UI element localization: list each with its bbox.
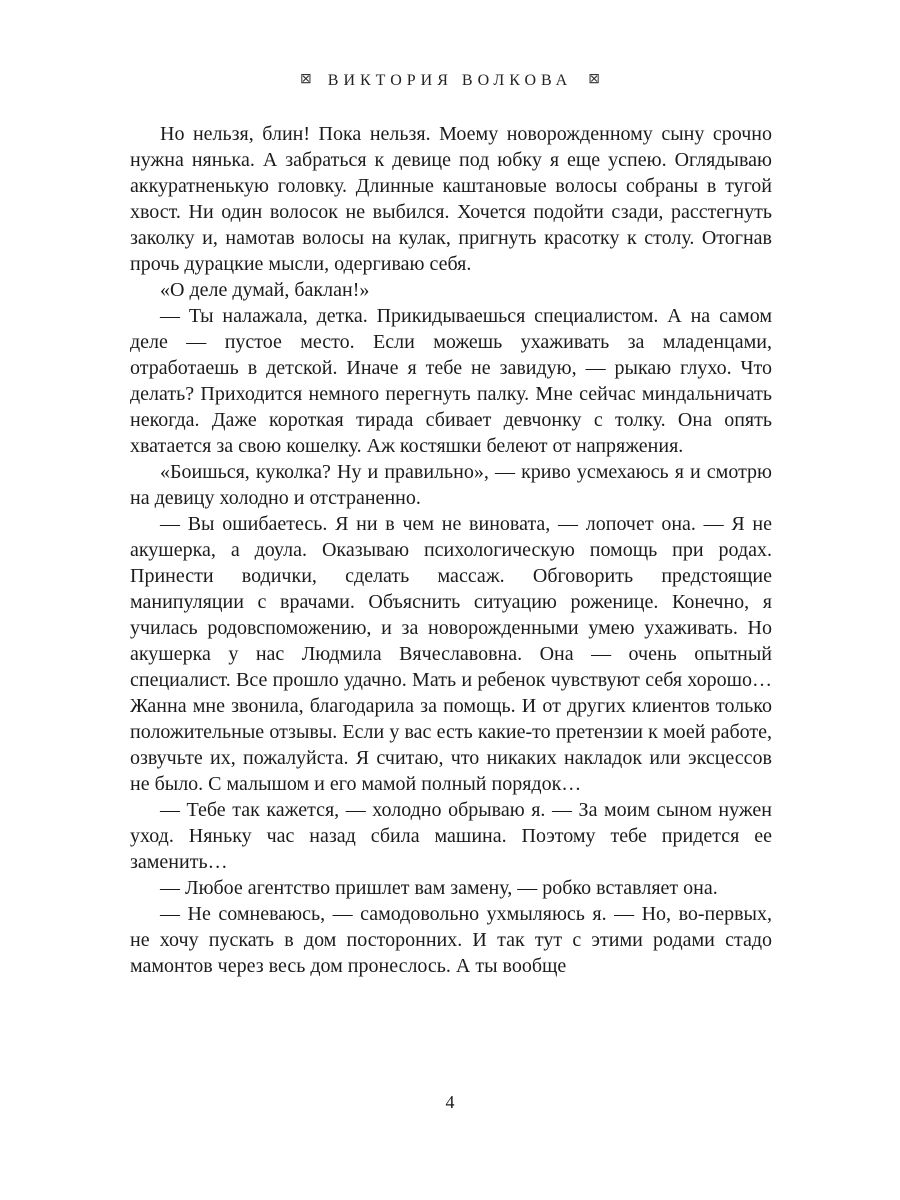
- ornament-left-icon: ⊠: [300, 72, 312, 87]
- paragraph: — Не сомневаюсь, — самодовольно ухмыляюсь я. — Но, во-первых, не хочу пускать в дом посторонних. И так тут с этими родами стадо мамонтов через весь дом пронеслось. А ты вообще: [130, 903, 772, 977]
- paragraph: — Вы ошибаетесь. Я ни в чем не виновата, — лопочет она. — Я не акушерка, а доула. Оказываю психологическую помощь при родах. Принести водички, сделать массаж. Обговорить предстоящие манипуляции с врачами. Объяснить ситуацию роженице. Конечно, я училась родовспоможению, и за новорожденными умею ухаживать. Но акушерка у нас Людмила Вячеславовна. Она — очень опытный специалист. Все прошло удачно. Мать и ребенок чувствуют себя хорошо… Жанна мне звонила, благодарила за помощь. И от других клиентов только положительные отзывы. Если у вас есть какие-то претензии к моей работе, озвучьте их, пожалуйста. Я считаю, что никаких накладок или эксцессов не было. С малышом и его мамой полный порядок…: [130, 513, 772, 795]
- author-name: ВИКТОРИЯ ВОЛКОВА: [327, 72, 573, 89]
- page-number: 4: [445, 1092, 455, 1112]
- paragraph: Но нельзя, блин! Пока нельзя. Моему новорожденному сыну срочно нужна нянька. А забраться к девице под юбку я еще успею. Оглядываю аккуратненькую головку. Длинные каштановые волосы собраны в тугой хвост. Ни один волосок не выбился. Хочется подойти сзади, расстегнуть заколку и, намотав волосы на кулак, пригнуть красотку к столу. Отогнав прочь дурацкие мысли, одергиваю себя.: [130, 123, 772, 275]
- paragraph: «Боишься, куколка? Ну и правильно», — криво усмехаюсь я и смотрю на девицу холодно и отстраненно.: [130, 461, 772, 509]
- paragraph: «О деле думай, баклан!»: [160, 279, 370, 301]
- paragraph: — Тебе так кажется, — холодно обрываю я. — За моим сыном нужен уход. Няньку час назад сбила машина. Поэтому тебе придется ее заменить…: [130, 799, 772, 873]
- page-body: [130, 121, 772, 979]
- page-header: [0, 72, 900, 90]
- paragraph: — Ты налажала, детка. Прикидываешься специалистом. А на самом деле — пустое место. Если можешь ухаживать за младенцами, отработаешь в детской. Иначе я тебе не завидую, — рыкаю глухо. Что делать? Приходится немного перегнуть палку. Мне сейчас миндальничать некогда. Даже короткая тирада сбивает девчонку с толку. Она опять хватается за свою кошелку. Аж костяшки белеют от напряжения.: [130, 305, 772, 457]
- paragraph: — Любое агентство пришлет вам замену, — робко вставляет она.: [160, 877, 718, 899]
- ornament-right-icon: ⊠: [588, 72, 600, 87]
